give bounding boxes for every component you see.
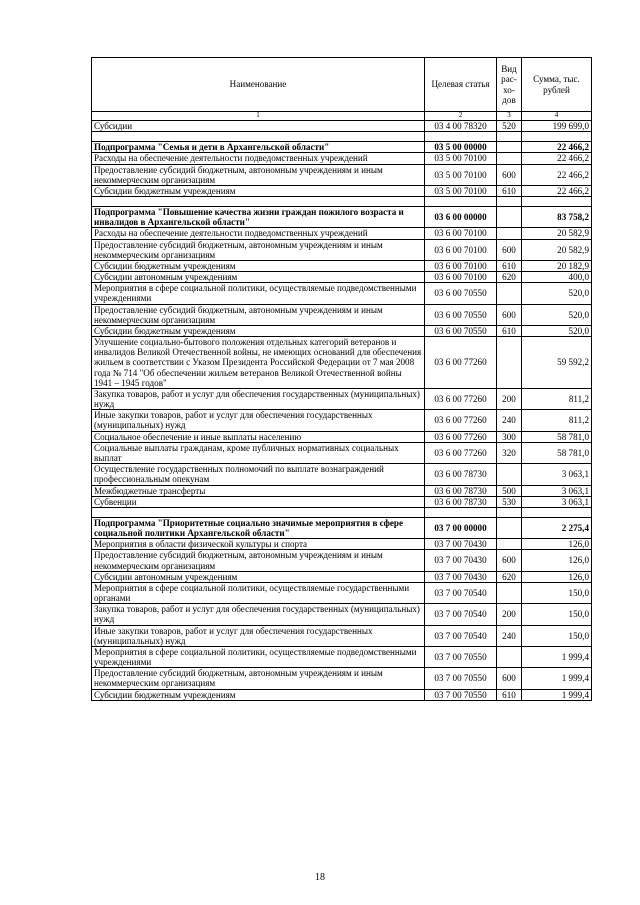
empty-cell bbox=[522, 507, 592, 517]
name-cell: Подпрограмма "Приоритетные социально значимые мероприятия в сфере социальной политики Архангельской области" bbox=[92, 517, 425, 538]
vid-cell: 200 bbox=[497, 388, 522, 409]
header-code: Целевая статья bbox=[425, 58, 497, 112]
vid-cell bbox=[497, 142, 522, 153]
empty-cell bbox=[522, 197, 592, 207]
name-cell: Расходы на обеспечение деятельности подведомственных учреждений bbox=[92, 153, 425, 164]
sum-cell: 126,0 bbox=[522, 550, 592, 571]
sum-cell: 1 999,4 bbox=[522, 646, 592, 667]
code-cell: 03 5 00 70100 bbox=[425, 164, 497, 185]
vid-cell: 240 bbox=[497, 410, 522, 431]
sum-cell: 22 466,2 bbox=[522, 164, 592, 185]
vid-cell: 320 bbox=[497, 442, 522, 463]
table-row bbox=[92, 325, 592, 336]
vid-cell bbox=[497, 228, 522, 239]
page-number: 18 bbox=[315, 872, 325, 883]
table-row bbox=[92, 121, 592, 132]
table-row bbox=[92, 185, 592, 196]
name-cell: Предоставление субсидий бюджетным, автономным учреждениям и иным некоммерческим организациям bbox=[92, 550, 425, 571]
name-cell: Предоставление субсидий бюджетным, автономным учреждениям и иным некоммерческим организациям bbox=[92, 668, 425, 689]
name-cell: Закупка товаров, работ и услуг для обеспечения государственных (муниципальных) нужд bbox=[92, 388, 425, 409]
sum-cell: 150,0 bbox=[522, 625, 592, 646]
table-row bbox=[92, 431, 592, 442]
vid-cell: 520 bbox=[497, 121, 522, 132]
colnum: 2 bbox=[425, 112, 497, 121]
vid-cell bbox=[497, 207, 522, 228]
code-cell: 03 6 00 70100 bbox=[425, 272, 497, 283]
table-row bbox=[92, 550, 592, 571]
table-row bbox=[92, 625, 592, 646]
vid-cell bbox=[497, 539, 522, 550]
table-row bbox=[92, 228, 592, 239]
code-cell: 03 6 00 77260 bbox=[425, 410, 497, 431]
sum-cell: 520,0 bbox=[522, 283, 592, 304]
sum-cell: 2 275,4 bbox=[522, 517, 592, 538]
spacer-row bbox=[92, 132, 592, 142]
name-cell: Улучшение социально-бытового положения отдельных категорий ветеранов и инвалидов Великой Отечественной войны, не имеющих оснований для обеспечения жильем в соответствии с Указом Президента Российской Федерации от 7 мая 2008 года № 714 "Об обеспечении жильем ветеранов Великой Отечественной войны 1941 – 1945 годов" bbox=[92, 337, 425, 389]
vid-cell bbox=[497, 582, 522, 603]
sum-cell: 20 582,9 bbox=[522, 228, 592, 239]
sum-cell: 520,0 bbox=[522, 304, 592, 325]
sum-cell: 58 781,0 bbox=[522, 442, 592, 463]
name-cell: Предоставление субсидий бюджетным, автономным учреждениям и иным некоммерческим организациям bbox=[92, 164, 425, 185]
empty-cell bbox=[92, 507, 425, 517]
sum-cell: 20 182,9 bbox=[522, 260, 592, 271]
code-cell: 03 7 00 70540 bbox=[425, 625, 497, 646]
empty-cell bbox=[425, 197, 497, 207]
code-cell: 03 7 00 00000 bbox=[425, 517, 497, 538]
code-cell: 03 6 00 70100 bbox=[425, 228, 497, 239]
empty-cell bbox=[522, 132, 592, 142]
sum-cell: 20 582,9 bbox=[522, 239, 592, 260]
code-cell: 03 6 00 00000 bbox=[425, 207, 497, 228]
sum-cell: 22 466,2 bbox=[522, 185, 592, 196]
code-cell: 03 7 00 70430 bbox=[425, 539, 497, 550]
sum-cell: 520,0 bbox=[522, 325, 592, 336]
name-cell: Закупка товаров, работ и услуг для обеспечения государственных (муниципальных) нужд bbox=[92, 604, 425, 625]
name-cell: Субсидии автономным учреждениям bbox=[92, 272, 425, 283]
empty-cell bbox=[497, 507, 522, 517]
vid-cell bbox=[497, 517, 522, 538]
name-cell: Мероприятия в сфере социальной политики, осуществляемые подведомственными учреждениями bbox=[92, 646, 425, 667]
header-sum: Сумма, тыс. рублей bbox=[522, 58, 592, 112]
vid-cell: 600 bbox=[497, 668, 522, 689]
table-row bbox=[92, 582, 592, 603]
sum-cell: 22 466,2 bbox=[522, 142, 592, 153]
code-cell: 03 7 00 70550 bbox=[425, 668, 497, 689]
vid-cell: 600 bbox=[497, 239, 522, 260]
code-cell: 03 6 00 70100 bbox=[425, 239, 497, 260]
table-row bbox=[92, 283, 592, 304]
table-row bbox=[92, 153, 592, 164]
sum-cell: 400,0 bbox=[522, 272, 592, 283]
table-row bbox=[92, 239, 592, 260]
vid-cell: 600 bbox=[497, 164, 522, 185]
vid-cell: 620 bbox=[497, 571, 522, 582]
name-cell: Мероприятия в области физической культуры и спорта bbox=[92, 539, 425, 550]
code-cell: 03 7 00 70550 bbox=[425, 646, 497, 667]
vid-cell bbox=[497, 283, 522, 304]
code-cell: 03 6 00 77260 bbox=[425, 337, 497, 389]
vid-cell: 600 bbox=[497, 304, 522, 325]
code-cell: 03 5 00 70100 bbox=[425, 185, 497, 196]
table-row bbox=[92, 604, 592, 625]
header-name: Наименование bbox=[92, 58, 425, 112]
empty-cell bbox=[497, 132, 522, 142]
name-cell: Социальные выплаты гражданам, кроме публичных нормативных социальных выплат bbox=[92, 442, 425, 463]
code-cell: 03 7 00 70540 bbox=[425, 582, 497, 603]
empty-cell bbox=[425, 507, 497, 517]
sum-cell: 811,2 bbox=[522, 388, 592, 409]
name-cell: Мероприятия в сфере социальной политики, осуществляемые государственными органами bbox=[92, 582, 425, 603]
sum-cell: 126,0 bbox=[522, 571, 592, 582]
name-cell: Межбюджетные трансферты bbox=[92, 485, 425, 496]
code-cell: 03 6 00 77260 bbox=[425, 442, 497, 463]
empty-cell bbox=[92, 197, 425, 207]
name-cell: Субсидии бюджетным учреждениям bbox=[92, 325, 425, 336]
colnum: 4 bbox=[522, 112, 592, 121]
code-cell: 03 6 00 77260 bbox=[425, 431, 497, 442]
table-row bbox=[92, 164, 592, 185]
vid-cell: 610 bbox=[497, 325, 522, 336]
vid-cell: 300 bbox=[497, 431, 522, 442]
header-vid: Вид рас-хо-дов bbox=[497, 58, 522, 112]
sum-cell: 199 699,0 bbox=[522, 121, 592, 132]
code-cell: 03 5 00 00000 bbox=[425, 142, 497, 153]
table-row bbox=[92, 464, 592, 485]
empty-cell bbox=[425, 132, 497, 142]
name-cell: Подпрограмма "Повышение качества жизни граждан пожилого возраста и инвалидов в Архангельской области" bbox=[92, 207, 425, 228]
sum-cell: 59 592,2 bbox=[522, 337, 592, 389]
vid-cell: 240 bbox=[497, 625, 522, 646]
table-row bbox=[92, 668, 592, 689]
sum-cell: 3 063,1 bbox=[522, 464, 592, 485]
table-row bbox=[92, 337, 592, 389]
sum-cell: 811,2 bbox=[522, 410, 592, 431]
name-cell: Субсидии автономным учреждениям bbox=[92, 571, 425, 582]
name-cell: Субсидии bbox=[92, 121, 425, 132]
spacer-row bbox=[92, 507, 592, 517]
sum-cell: 3 063,1 bbox=[522, 485, 592, 496]
code-cell: 03 7 00 70430 bbox=[425, 571, 497, 582]
vid-cell bbox=[497, 337, 522, 389]
name-cell: Подпрограмма "Семья и дети в Архангельской области" bbox=[92, 142, 425, 153]
table-row bbox=[92, 646, 592, 667]
name-cell: Иные закупки товаров, работ и услуг для обеспечения государственных (муниципальных) нужд bbox=[92, 410, 425, 431]
colnum: 3 bbox=[497, 112, 522, 121]
sum-cell: 58 781,0 bbox=[522, 431, 592, 442]
code-cell: 03 5 00 70100 bbox=[425, 153, 497, 164]
code-cell: 03 6 00 78730 bbox=[425, 496, 497, 507]
name-cell: Субвенции bbox=[92, 496, 425, 507]
code-cell: 03 6 00 70550 bbox=[425, 304, 497, 325]
colnum: 1 bbox=[92, 112, 425, 121]
subprogram-row bbox=[92, 517, 592, 538]
table-row bbox=[92, 689, 592, 700]
vid-cell: 600 bbox=[497, 550, 522, 571]
code-cell: 03 7 00 70430 bbox=[425, 550, 497, 571]
table-row bbox=[92, 260, 592, 271]
name-cell: Расходы на обеспечение деятельности подведомственных учреждений bbox=[92, 228, 425, 239]
subprogram-row bbox=[92, 142, 592, 153]
code-cell: 03 6 00 77260 bbox=[425, 388, 497, 409]
budget-table bbox=[91, 57, 592, 701]
vid-cell: 610 bbox=[497, 260, 522, 271]
name-cell: Социальное обеспечение и иные выплаты населению bbox=[92, 431, 425, 442]
table-row bbox=[92, 571, 592, 582]
vid-cell: 200 bbox=[497, 604, 522, 625]
empty-cell bbox=[497, 197, 522, 207]
spacer-row bbox=[92, 197, 592, 207]
sum-cell: 126,0 bbox=[522, 539, 592, 550]
table-row bbox=[92, 539, 592, 550]
table-row bbox=[92, 496, 592, 507]
vid-cell bbox=[497, 153, 522, 164]
name-cell: Иные закупки товаров, работ и услуг для обеспечения государственных (муниципальных) нужд bbox=[92, 625, 425, 646]
sum-cell: 3 063,1 bbox=[522, 496, 592, 507]
name-cell: Предоставление субсидий бюджетным, автономным учреждениям и иным некоммерческим организациям bbox=[92, 304, 425, 325]
code-cell: 03 6 00 70100 bbox=[425, 260, 497, 271]
vid-cell: 610 bbox=[497, 689, 522, 700]
sum-cell: 150,0 bbox=[522, 582, 592, 603]
sum-cell: 1 999,4 bbox=[522, 668, 592, 689]
subprogram-row bbox=[92, 207, 592, 228]
empty-cell bbox=[92, 132, 425, 142]
table-row bbox=[92, 442, 592, 463]
sum-cell: 83 758,2 bbox=[522, 207, 592, 228]
table-row bbox=[92, 272, 592, 283]
code-cell: 03 6 00 78730 bbox=[425, 464, 497, 485]
code-cell: 03 7 00 70550 bbox=[425, 689, 497, 700]
vid-cell bbox=[497, 646, 522, 667]
table-row bbox=[92, 388, 592, 409]
code-cell: 03 6 00 78730 bbox=[425, 485, 497, 496]
table-row bbox=[92, 485, 592, 496]
name-cell: Осуществление государственных полномочий по выплате вознаграждений профессиональным опекунам bbox=[92, 464, 425, 485]
vid-cell bbox=[497, 464, 522, 485]
vid-cell: 500 bbox=[497, 485, 522, 496]
code-cell: 03 4 00 78320 bbox=[425, 121, 497, 132]
name-cell: Субсидии бюджетным учреждениям bbox=[92, 260, 425, 271]
vid-cell: 610 bbox=[497, 185, 522, 196]
vid-cell: 530 bbox=[497, 496, 522, 507]
name-cell: Мероприятия в сфере социальной политики, осуществляемые подведомственными учреждениями bbox=[92, 283, 425, 304]
sum-cell: 22 466,2 bbox=[522, 153, 592, 164]
code-cell: 03 6 00 70550 bbox=[425, 325, 497, 336]
name-cell: Субсидии бюджетным учреждениям bbox=[92, 689, 425, 700]
code-cell: 03 6 00 70550 bbox=[425, 283, 497, 304]
code-cell: 03 7 00 70540 bbox=[425, 604, 497, 625]
table-row bbox=[92, 410, 592, 431]
table-row bbox=[92, 304, 592, 325]
vid-cell: 620 bbox=[497, 272, 522, 283]
name-cell: Субсидии бюджетным учреждениям bbox=[92, 185, 425, 196]
name-cell: Предоставление субсидий бюджетным, автономным учреждениям и иным некоммерческим организациям bbox=[92, 239, 425, 260]
sum-cell: 1 999,4 bbox=[522, 689, 592, 700]
sum-cell: 150,0 bbox=[522, 604, 592, 625]
